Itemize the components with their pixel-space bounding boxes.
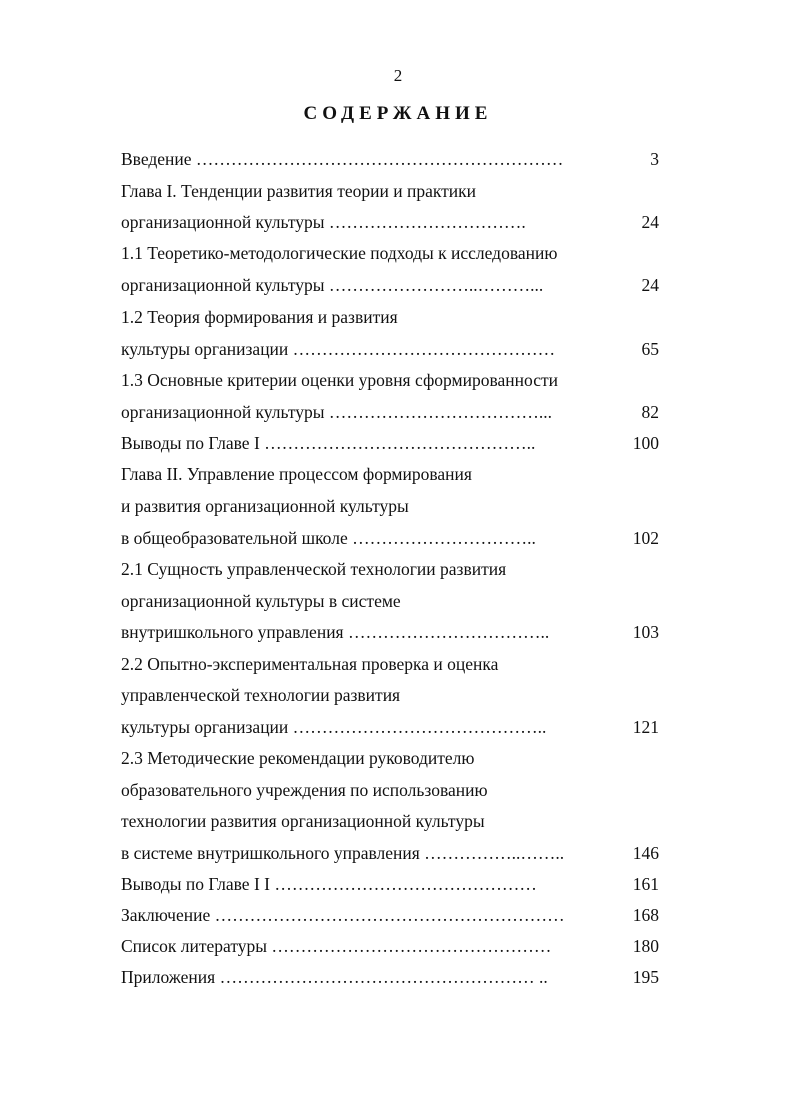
toc-line: Выводы по Главе I ………………………………………..: [121, 433, 536, 453]
toc-line: технологии развития организационной культуры: [121, 811, 485, 831]
toc-line: Список литературы …………………………………………: [121, 936, 552, 956]
toc-line: 2.1 Сущность управленческой технологии развития: [121, 559, 507, 579]
toc-line: Выводы по Главе I I ………………………………………: [121, 874, 537, 894]
toc-page-number: 161: [632, 874, 659, 894]
toc-page-number: 180: [632, 936, 659, 956]
toc-line: 1.1 Теоретико-методологические подходы к исследованию: [121, 243, 558, 263]
toc-line: культуры организации ………………………………………: [121, 339, 556, 359]
toc-line: образовательного учреждения по использованию: [121, 780, 488, 800]
toc-line: в системе внутришкольного управления ……………..……..: [121, 843, 565, 863]
toc-line: Введение ………………………………………………………: [121, 149, 564, 169]
toc-line: управленческой технологии развития: [121, 685, 401, 705]
toc-page-number: 168: [632, 905, 659, 925]
toc-line: 1.2 Теория формирования и развития: [121, 307, 398, 327]
toc-line: культуры организации ……………………………………..: [121, 717, 547, 737]
toc-page-number: 102: [632, 528, 659, 548]
toc-line: в общеобразовательной школе …………………………..: [121, 528, 536, 548]
toc-line: 2.2 Опытно-экспериментальная проверка и оценка: [121, 654, 499, 674]
toc-page-number: 82: [641, 402, 659, 422]
toc-line: организационной культуры ………………………………...: [121, 402, 553, 422]
toc-line: организационной культуры ……………………..………...: [121, 275, 544, 295]
toc-page-number: 24: [641, 275, 659, 295]
toc-page-number: 65: [641, 339, 659, 359]
toc-page-number: 24: [641, 212, 659, 232]
toc-line: 1.3 Основные критерии оценки уровня сформированности: [121, 370, 558, 390]
toc-page-number: 100: [632, 433, 659, 453]
toc-line: Приложения ……………………………………………… ..: [121, 967, 548, 987]
page-title: СОДЕРЖАНИЕ: [303, 103, 493, 124]
toc-page-number: 3: [650, 149, 659, 169]
toc-line: Глава I. Тенденции развития теории и практики: [121, 181, 477, 201]
toc-line: Глава II. Управление процессом формирования: [121, 464, 472, 484]
toc-line: внутришкольного управления ……………………………..: [121, 622, 550, 642]
toc-line: организационной культуры в системе: [121, 591, 401, 611]
toc-line: и развития организационной культуры: [121, 496, 409, 516]
toc-page-number: 195: [632, 967, 659, 987]
toc-page-number: 146: [632, 843, 659, 863]
toc-line: Заключение ……………………………………………………: [121, 905, 565, 925]
toc-line: 2.3 Методические рекомендации руководителю: [121, 748, 475, 768]
toc-page-number: 103: [632, 622, 659, 642]
page-number: 2: [393, 66, 403, 85]
toc-page-number: 121: [632, 717, 659, 737]
toc-line: организационной культуры …………………………….: [121, 212, 526, 232]
